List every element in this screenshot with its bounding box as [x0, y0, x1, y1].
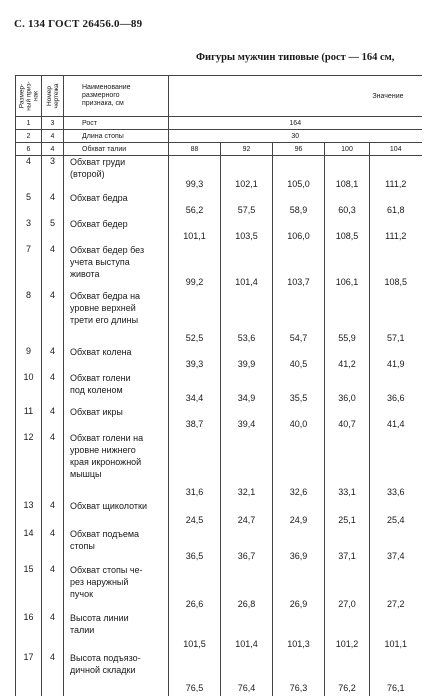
- row-value: 54,7: [273, 290, 325, 346]
- table-row: [16, 346, 422, 372]
- row-value: 101,1: [384, 638, 408, 649]
- row-value: 111,2: [385, 178, 407, 189]
- row-value: 102,1: [221, 156, 273, 192]
- fixed-row: [16, 117, 422, 130]
- row-name-line: Обхват щиколотки: [70, 500, 147, 511]
- page-header: С. 134 ГОСТ 26456.0—89: [14, 18, 143, 30]
- row-drawing-no: 4: [42, 528, 64, 564]
- row-name-line: Обхват голени на: [70, 432, 144, 443]
- table-row: [16, 372, 422, 406]
- row-value: 34,4: [169, 372, 221, 406]
- row-value: 38,7: [169, 406, 221, 432]
- row-name: [64, 156, 169, 192]
- row-value: 40,0: [273, 406, 325, 432]
- row-value: 27,0: [325, 564, 370, 612]
- row-name-line: рез наружный: [70, 576, 129, 587]
- table-row: [16, 192, 422, 218]
- row-value: 24,9: [273, 500, 325, 528]
- fixed-row-value: 164: [169, 117, 422, 130]
- fixed-row-drawing: 3: [42, 117, 64, 130]
- row-name: [64, 192, 169, 218]
- row-value: 39,9: [221, 346, 273, 372]
- col-header-name: Наименование размерного признака, см: [64, 76, 169, 117]
- row-value: 101,5: [169, 612, 221, 652]
- row-value: 101,4: [221, 612, 273, 652]
- row-name-line: талии: [70, 624, 95, 635]
- row-name-line: Обхват бедра: [70, 192, 128, 203]
- waist-row: [16, 143, 422, 156]
- row-name: [64, 564, 169, 612]
- row-value: 39,4: [221, 406, 273, 432]
- row-value: 61,8: [386, 204, 405, 215]
- row-drawing-no: 4: [42, 564, 64, 612]
- col-header-value: Значение: [169, 76, 422, 117]
- row-value: 108,1: [325, 156, 370, 192]
- row-size-feature-no: 3: [16, 218, 42, 244]
- row-value: 36,9: [273, 528, 325, 564]
- row-value: 33,1: [325, 432, 370, 500]
- waist-row-name: Обхват талии: [64, 143, 169, 156]
- waist-row-size: 6: [16, 143, 42, 156]
- fixed-row-value: 30: [169, 130, 422, 143]
- row-value: 31,6: [169, 432, 221, 500]
- row-name: [64, 406, 169, 432]
- row-value: 101,4: [221, 244, 273, 290]
- waist-value: 96: [273, 143, 325, 156]
- table-row: [16, 406, 422, 432]
- row-name-line: пучок: [70, 588, 94, 599]
- row-value: 37,4: [386, 550, 405, 561]
- col-header-size-feature-text: Размер- ный приз- нак: [18, 81, 39, 111]
- row-drawing-no: 4: [42, 432, 64, 500]
- row-name: [64, 432, 169, 500]
- row-name-line: мышцы: [70, 468, 102, 479]
- row-name: [64, 652, 169, 696]
- row-value: 101,1: [169, 218, 221, 244]
- table-header-row: [16, 76, 422, 117]
- row-name: [64, 528, 169, 564]
- row-drawing-no: 4: [42, 612, 64, 652]
- row-size-feature-no: 5: [16, 192, 42, 218]
- row-size-feature-no: 7: [16, 244, 42, 290]
- row-name-line: Обхват стопы че-: [70, 564, 143, 575]
- row-name-line: учета выступа: [70, 256, 130, 267]
- row-value: 25,1: [325, 500, 370, 528]
- row-value: 36,6: [386, 392, 405, 403]
- row-value: 53,6: [221, 290, 273, 346]
- row-value: 32,1: [221, 432, 273, 500]
- row-name: [64, 244, 169, 290]
- row-value: 103,7: [273, 244, 325, 290]
- col-header-drawing-no-text: Номер чертежа: [45, 83, 60, 109]
- row-value: 76,5: [169, 652, 221, 696]
- row-value: 99,3: [169, 156, 221, 192]
- row-name-line: Обхват подъема: [70, 528, 140, 539]
- row-name: [64, 290, 169, 346]
- row-value: 76,3: [273, 652, 325, 696]
- row-drawing-no: 4: [42, 346, 64, 372]
- row-value: 76,1: [386, 682, 405, 693]
- row-value: 76,4: [221, 652, 273, 696]
- row-value: 36,5: [169, 528, 221, 564]
- row-value: 41,4: [386, 418, 405, 429]
- table-row: [16, 218, 422, 244]
- fixed-row-size: 2: [16, 130, 42, 143]
- row-value: 76,2: [325, 652, 370, 696]
- row-size-feature-no: 9: [16, 346, 42, 372]
- row-drawing-no: 4: [42, 406, 64, 432]
- row-value: 57,1: [386, 332, 405, 343]
- row-value: 27,2: [386, 598, 405, 609]
- fixed-row-name: Длина стопы: [64, 130, 169, 143]
- row-name-line: Обхват колена: [70, 346, 132, 357]
- col-header-size-feature: [16, 76, 42, 117]
- row-size-feature-no: 15: [16, 564, 42, 612]
- row-name-line: Высота линии: [70, 612, 129, 623]
- row-name-line: уровне верхней: [70, 302, 136, 313]
- row-name: [64, 500, 169, 528]
- row-size-feature-no: 13: [16, 500, 42, 528]
- row-value: 99,2: [169, 244, 221, 290]
- row-name-line: края икроножной: [70, 456, 142, 467]
- row-name-line: Обхват груди: [70, 157, 126, 167]
- row-name-line: трети его длины: [70, 314, 139, 325]
- table-row: [16, 290, 422, 346]
- row-size-feature-no: 4: [16, 156, 42, 192]
- row-drawing-no: 5: [42, 218, 64, 244]
- row-name-line: Высота подъязо-: [70, 652, 141, 663]
- row-value: 26,6: [169, 564, 221, 612]
- row-drawing-no: 4: [42, 500, 64, 528]
- row-drawing-no: 4: [42, 652, 64, 696]
- row-value: 103,5: [221, 218, 273, 244]
- row-name-line: Обхват бедра на: [70, 290, 141, 301]
- row-name: [64, 346, 169, 372]
- row-value: 52,5: [169, 290, 221, 346]
- waist-value: 92: [221, 143, 273, 156]
- row-size-feature-no: 11: [16, 406, 42, 432]
- row-drawing-no: 3: [42, 156, 64, 192]
- row-value: 41,2: [325, 346, 370, 372]
- row-value: 57,5: [221, 192, 273, 218]
- row-name-line: живота: [70, 268, 100, 279]
- row-value: 39,3: [169, 346, 221, 372]
- table-row: [16, 652, 422, 696]
- row-value: 58,9: [273, 192, 325, 218]
- row-value: 37,1: [325, 528, 370, 564]
- row-drawing-no: 4: [42, 244, 64, 290]
- row-size-feature-no: 14: [16, 528, 42, 564]
- measurements-table-wrap: [15, 75, 422, 696]
- row-value: 33,6: [386, 486, 405, 497]
- row-name: [64, 218, 169, 244]
- row-name-line: под коленом: [70, 384, 123, 395]
- row-name-line: (второй): [70, 169, 105, 179]
- fixed-row-drawing: 4: [42, 130, 64, 143]
- row-value: 55,9: [325, 290, 370, 346]
- row-value: 106,1: [325, 244, 370, 290]
- row-value: 111,2: [385, 230, 407, 241]
- row-name-line: Обхват голени: [70, 372, 131, 383]
- row-size-feature-no: 17: [16, 652, 42, 696]
- col-header-drawing-no: [42, 76, 64, 117]
- row-value: 41,9: [386, 358, 405, 369]
- row-value: 25,4: [386, 514, 405, 525]
- row-value: 101,2: [325, 612, 370, 652]
- row-value: 24,7: [221, 500, 273, 528]
- row-value: 35,5: [273, 372, 325, 406]
- table-row: [16, 528, 422, 564]
- row-value: 36,0: [325, 372, 370, 406]
- row-name-line: дичной складки: [70, 664, 136, 675]
- table-row: [16, 500, 422, 528]
- waist-value: 88: [169, 143, 221, 156]
- row-value: 105,0: [273, 156, 325, 192]
- waist-row-drawing: 4: [42, 143, 64, 156]
- table-row: [16, 244, 422, 290]
- row-value: 60,3: [325, 192, 370, 218]
- row-value: 101,3: [273, 612, 325, 652]
- row-value: 26,9: [273, 564, 325, 612]
- section-title: Фигуры мужчин типовые (рост — 164 см,: [196, 52, 395, 63]
- fixed-row-size: 1: [16, 117, 42, 130]
- row-value: 56,2: [169, 192, 221, 218]
- row-value: 106,0: [273, 218, 325, 244]
- row-size-feature-no: 12: [16, 432, 42, 500]
- row-size-feature-no: 10: [16, 372, 42, 406]
- row-name-line: уровне нижнего: [70, 444, 136, 455]
- table-body: [16, 156, 422, 696]
- row-name: [64, 372, 169, 406]
- row-drawing-no: 4: [42, 372, 64, 406]
- row-value: 26,8: [221, 564, 273, 612]
- row-drawing-no: 4: [42, 192, 64, 218]
- waist-value: 100: [325, 143, 370, 156]
- row-value: 34,9: [221, 372, 273, 406]
- table-row: [16, 564, 422, 612]
- row-value: 32,6: [273, 432, 325, 500]
- waist-value: 104: [370, 143, 422, 156]
- row-value: 40,5: [273, 346, 325, 372]
- row-value: 40,7: [325, 406, 370, 432]
- row-value: 108,5: [325, 218, 370, 244]
- table-row: [16, 432, 422, 500]
- row-drawing-no: 4: [42, 290, 64, 346]
- row-value: 108,5: [384, 276, 408, 287]
- row-size-feature-no: 16: [16, 612, 42, 652]
- row-size-feature-no: 8: [16, 290, 42, 346]
- table-row: [16, 156, 422, 192]
- row-name-line: Обхват икры: [70, 406, 123, 417]
- measurements-table: [15, 75, 422, 696]
- row-value: 36,7: [221, 528, 273, 564]
- fixed-row-name: Рост: [64, 117, 169, 130]
- row-name-line: Обхват бедер: [70, 218, 128, 229]
- row-name-line: Обхват бедер без: [70, 244, 145, 255]
- row-name-line: стопы: [70, 540, 95, 551]
- row-value: 24,5: [169, 500, 221, 528]
- fixed-row: [16, 130, 422, 143]
